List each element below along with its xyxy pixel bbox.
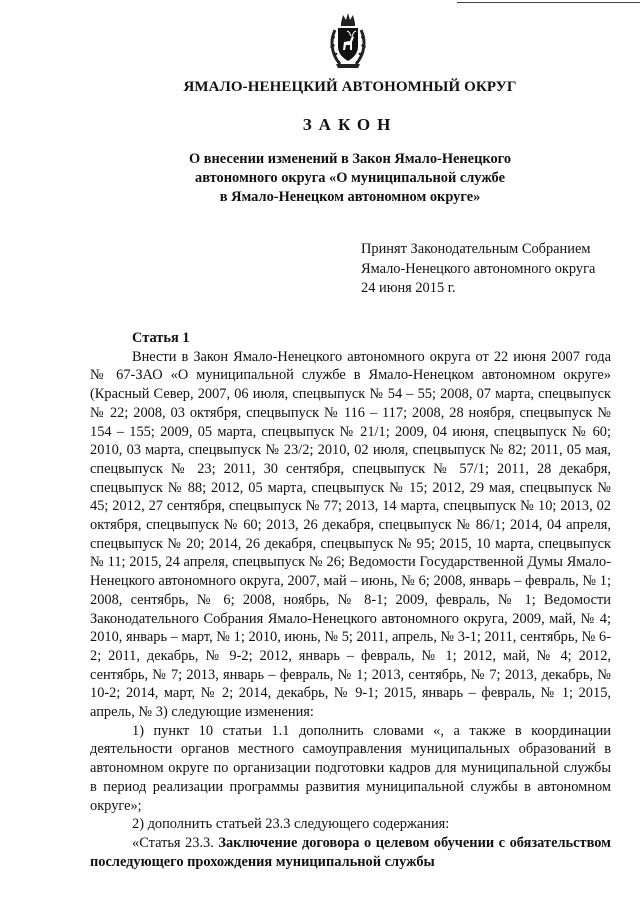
subject-line-2: автономного округа «О муниципальной службе — [195, 170, 505, 186]
adopted-line-3: 24 июня 2015 г. — [361, 280, 456, 296]
new-article-quote — [90, 834, 611, 871]
adoption-note — [361, 240, 595, 299]
adopted-line-1: Принят Законодательным Собранием — [361, 241, 591, 257]
subject-line-1: О внесении изменений в Закон Ямало-Ненецкого — [188, 151, 512, 167]
law-subject — [0, 150, 640, 207]
coat-of-arms-emblem — [328, 12, 368, 70]
top-rule — [457, 2, 640, 3]
article-body — [90, 329, 611, 871]
region-name: ЯМАЛО-НЕНЕЦКИЙ АВТОНОМНЫЙ ОКРУГ — [183, 79, 517, 95]
document-type: ЗАКОН — [302, 115, 398, 134]
article-intro: Внести в Закон Ямало-Ненецкого автономного округа от 22 июня 2007 года № 67-ЗАО «О муниципальной службе в Ямало-Ненецком автономном округе» (Красный Север, 2007, 06 июля, спецвыпуск № 54 – 55; 2008, 07 марта, спецвыпуск № 22; 2008, 03 октября, спецвыпуск № 116 – 117; 2008, 28 ноября, спецвыпуск № 154 – 155; 2009, 05 марта, спецвыпуск № 21/1; 2009, 04 июня, спецвыпуск № 60; 2010, 03 марта, спецвыпуск № 23/2; 2010, 02 июля, спецвыпуск № 82; 2011, 05 мая, спецвыпуск № 23; 2011, 30 сентября, спецвыпуск № 57/1; 2011, 28 декабря, спецвыпуск № 88; 2012, 05 марта, спецвыпуск № 15; 2012, 29 мая, спецвыпуск № 45; 2012, 27 сентября, спецвыпуск № 77; 2013, 14 марта, спецвыпуск № 10; 2013, 02 октября, спецвыпуск № 60; 2013, 26 декабря, спецвыпуск № 86/1; 2014, 04 апреля, спецвыпуск № 20; 2014, 26 декабря, спецвыпуск № 95; 2015, 10 марта, спецвыпуск № 11; 2015, 24 апреля, спецвыпуск № 26; Ведомости Государственной Думы Ямало-Ненецкого автономного округа, 2007, май – июнь, № 6; 2008, январь – февраль, № 1; 2008, сентябрь, № 6; 2008, ноябрь, № 8-1; 2009, февраль, № 1; Ведомости Законодательного Собрания Ямало-Ненецкого автономного округа, 2009, май, № 4; 2010, январь – март, № 1; 2010, июнь, № 5; 2011, апрель, № 3-1; 2011, сентябрь, № 6-2; 2011, декабрь, № 9-2; 2012, январь – февраль, № 1; 2012, май, № 4; 2012, сентябрь, № 7; 2013, январь – февраль, № 1; 2013, сентябрь, № 7; 2013, декабрь, № 10-2; 2014, март, № 2; 2014, декабрь, № 9-1; 2015, январь – февраль, № 1; 2015, апрель, № 3) следующие изменения: — [90, 348, 611, 721]
article-heading: Статья 1 — [132, 330, 190, 346]
adopted-line-2: Ямало-Ненецкого автономного округа — [361, 260, 596, 277]
subject-line-3: в Ямало-Ненецком автономном округе» — [219, 189, 481, 205]
amendment-item-1: 1) пункт 10 статьи 1.1 дополнить словами «, а также в координации деятельности органов местного самоуправления муниципальных образований в автономном округе по организации подготовки кадров для муниципальной службы в период реализации программы развития муниципальной службы в автономном округе»; — [90, 722, 611, 814]
quote-title: Заключение договора о целевом обучении с обязательством последующего прохождения муниципальной службы — [90, 834, 611, 870]
quote-prefix: «Статья 23.3. — [132, 834, 214, 851]
amendment-item-2: 2) дополнить статьей 23.3 следующего содержания: — [132, 816, 450, 833]
